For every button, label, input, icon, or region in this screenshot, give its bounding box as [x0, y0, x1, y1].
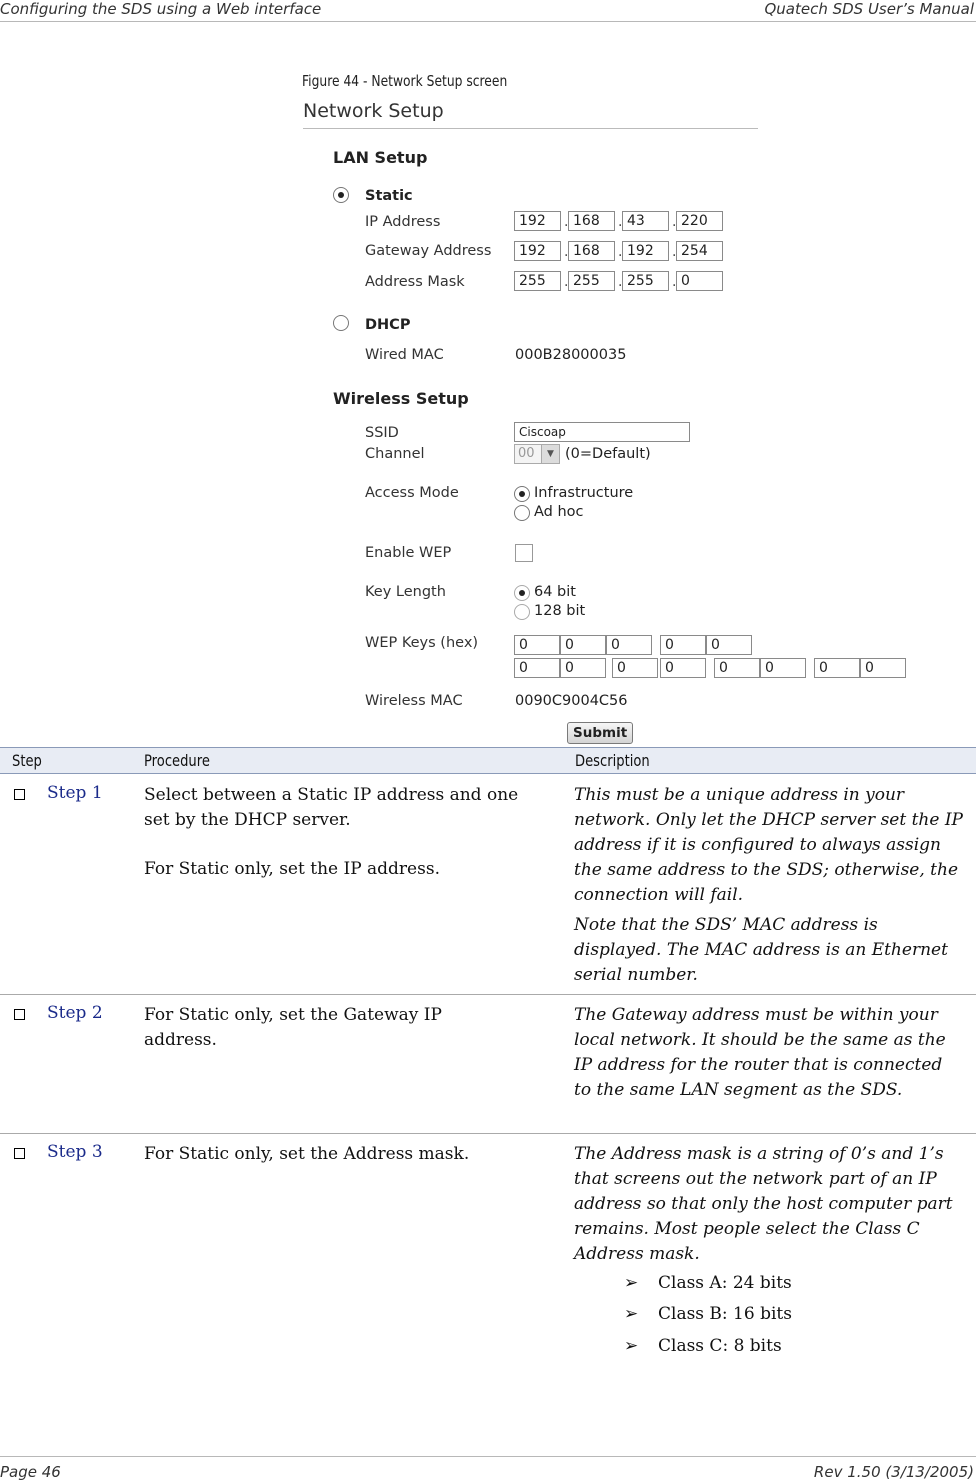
wired-mac-label: Wired MAC: [365, 347, 444, 363]
procedure-text: For Static only, set the Address mask.: [144, 1144, 470, 1164]
ip-octet-4[interactable]: 220: [676, 211, 723, 231]
wep-key-field[interactable]: 0: [660, 658, 706, 678]
step-label: Step 3: [47, 1142, 103, 1162]
mask-octet-2[interactable]: 255: [568, 271, 615, 291]
adhoc-label: Ad hoc: [534, 504, 584, 520]
arrow-bullet-icon: ➢: [624, 1336, 639, 1356]
enable-wep-label: Enable WEP: [365, 545, 452, 561]
description-text: The Gateway address must be within your local network. It should be the same as the IP address for the router that is connected to the same LAN segment as the SDS.: [574, 1005, 946, 1100]
enable-wep-checkbox[interactable]: [515, 544, 533, 562]
wireless-mac-label: Wireless MAC: [365, 693, 463, 709]
access-mode-label: Access Mode: [365, 485, 459, 501]
chevron-down-icon: ▼: [541, 445, 559, 463]
wireless-setup-heading: Wireless Setup: [333, 389, 469, 408]
lan-setup-heading: LAN Setup: [333, 148, 428, 167]
header-description: Description: [575, 751, 650, 770]
gateway-dot: .: [672, 244, 677, 260]
ip-dot: .: [672, 214, 677, 230]
arrow-bullet-icon: ➢: [624, 1304, 639, 1324]
checkbox-icon: [14, 1148, 25, 1159]
dhcp-label: DHCP: [365, 317, 411, 333]
dhcp-radio[interactable]: [333, 315, 349, 331]
mask-dot: .: [564, 274, 569, 290]
description-text: The Address mask is a string of 0’s and 1’s that screens out the network part of an IP address so that only the host computer part remains. Most people select the Class C Address mask.: [574, 1144, 953, 1264]
figure-caption: Figure 44 - Network Setup screen: [302, 72, 508, 90]
wep-key-field[interactable]: 0: [606, 635, 652, 655]
table-row: [0, 1134, 976, 1384]
static-radio[interactable]: [333, 187, 349, 203]
table-row: [0, 995, 976, 1134]
wep-key-field[interactable]: 0: [612, 658, 658, 678]
submit-button[interactable]: Submit: [567, 722, 633, 744]
step-label: Step 1: [47, 783, 103, 803]
key128-label: 128 bit: [534, 603, 586, 619]
gateway-address-label: Gateway Address: [365, 243, 492, 259]
wep-key-field[interactable]: 0: [514, 658, 560, 678]
mask-octet-4[interactable]: 0: [676, 271, 723, 291]
wep-keys-label: WEP Keys (hex): [365, 635, 479, 651]
page-footer: [0, 1456, 976, 1484]
key128-radio[interactable]: [514, 604, 530, 620]
wep-key-field[interactable]: 0: [706, 635, 752, 655]
arrow-bullet-icon: ➢: [624, 1273, 639, 1293]
ssid-label: SSID: [365, 425, 399, 441]
mask-dot: .: [672, 274, 677, 290]
channel-label: Channel: [365, 446, 425, 462]
channel-select[interactable]: [514, 444, 560, 464]
ip-dot: .: [618, 214, 623, 230]
mask-dot: .: [618, 274, 623, 290]
footer-right: Rev 1.50 (3/13/2005): [813, 1463, 974, 1481]
wep-key-field[interactable]: 0: [560, 658, 606, 678]
procedure-text: For Static only, set the Gateway IP address.: [144, 1005, 442, 1050]
ip-octet-2[interactable]: 168: [568, 211, 615, 231]
gateway-octet-2[interactable]: 168: [568, 241, 615, 261]
infrastructure-label: Infrastructure: [534, 485, 634, 501]
wep-key-field[interactable]: 0: [560, 635, 606, 655]
description-text: This must be a unique address in your network. Only let the DHCP server set the IP address if it is configured to always assign the same address to the SDS; otherwise, the connection will fail.: [574, 785, 963, 905]
wired-mac-value: 000B28000035: [515, 347, 627, 363]
ip-octet-1[interactable]: 192: [514, 211, 561, 231]
ip-dot: .: [564, 214, 569, 230]
gateway-octet-3[interactable]: 192: [622, 241, 669, 261]
header-procedure: Procedure: [144, 751, 210, 770]
list-item-text: Class B: 16 bits: [658, 1304, 792, 1324]
gateway-octet-1[interactable]: 192: [514, 241, 561, 261]
address-mask-label: Address Mask: [365, 274, 465, 290]
header-step: Step: [12, 751, 42, 770]
procedure-text: Select between a Static IP address and one set by the DHCP server.: [144, 785, 519, 830]
mask-octet-3[interactable]: 255: [622, 271, 669, 291]
gateway-dot: .: [618, 244, 623, 260]
table-row: [0, 775, 976, 995]
gateway-octet-4[interactable]: 254: [676, 241, 723, 261]
gateway-dot: .: [564, 244, 569, 260]
channel-note: (0=Default): [565, 446, 651, 462]
static-label: Static: [365, 188, 413, 204]
checkbox-icon: [14, 1009, 25, 1020]
header-right: Quatech SDS User’s Manual: [764, 0, 974, 18]
wep-key-field[interactable]: 0: [514, 635, 560, 655]
infrastructure-radio[interactable]: [514, 486, 530, 502]
list-item-text: Class C: 8 bits: [658, 1336, 782, 1356]
channel-value: 00: [518, 446, 535, 461]
wep-key-field[interactable]: 0: [760, 658, 806, 678]
adhoc-radio[interactable]: [514, 505, 530, 521]
wireless-mac-value: 0090C9004C56: [515, 693, 628, 709]
wep-key-field[interactable]: 0: [860, 658, 906, 678]
wep-key-field[interactable]: 0: [660, 635, 706, 655]
step-label: Step 2: [47, 1003, 103, 1023]
page-title: Network Setup: [303, 100, 444, 122]
ip-address-label: IP Address: [365, 214, 441, 230]
title-divider: [303, 128, 758, 129]
footer-left: Page 46: [0, 1463, 61, 1481]
ssid-input[interactable]: Ciscoap: [514, 422, 690, 442]
wep-key-field[interactable]: 0: [814, 658, 860, 678]
procedure-text: For Static only, set the IP address.: [144, 859, 440, 879]
list-item-text: Class A: 24 bits: [658, 1273, 792, 1293]
key64-label: 64 bit: [534, 584, 576, 600]
mask-octet-1[interactable]: 255: [514, 271, 561, 291]
table-header: [0, 747, 976, 774]
checkbox-icon: [14, 789, 25, 800]
key64-radio[interactable]: [514, 585, 530, 601]
wep-key-field[interactable]: 0: [714, 658, 760, 678]
ip-octet-3[interactable]: 43: [622, 211, 669, 231]
description-text: Note that the SDS’ MAC address is displayed. The MAC address is an Ethernet serial number.: [574, 915, 948, 985]
header-left: Configuring the SDS using a Web interface: [0, 0, 322, 18]
key-length-label: Key Length: [365, 584, 446, 600]
